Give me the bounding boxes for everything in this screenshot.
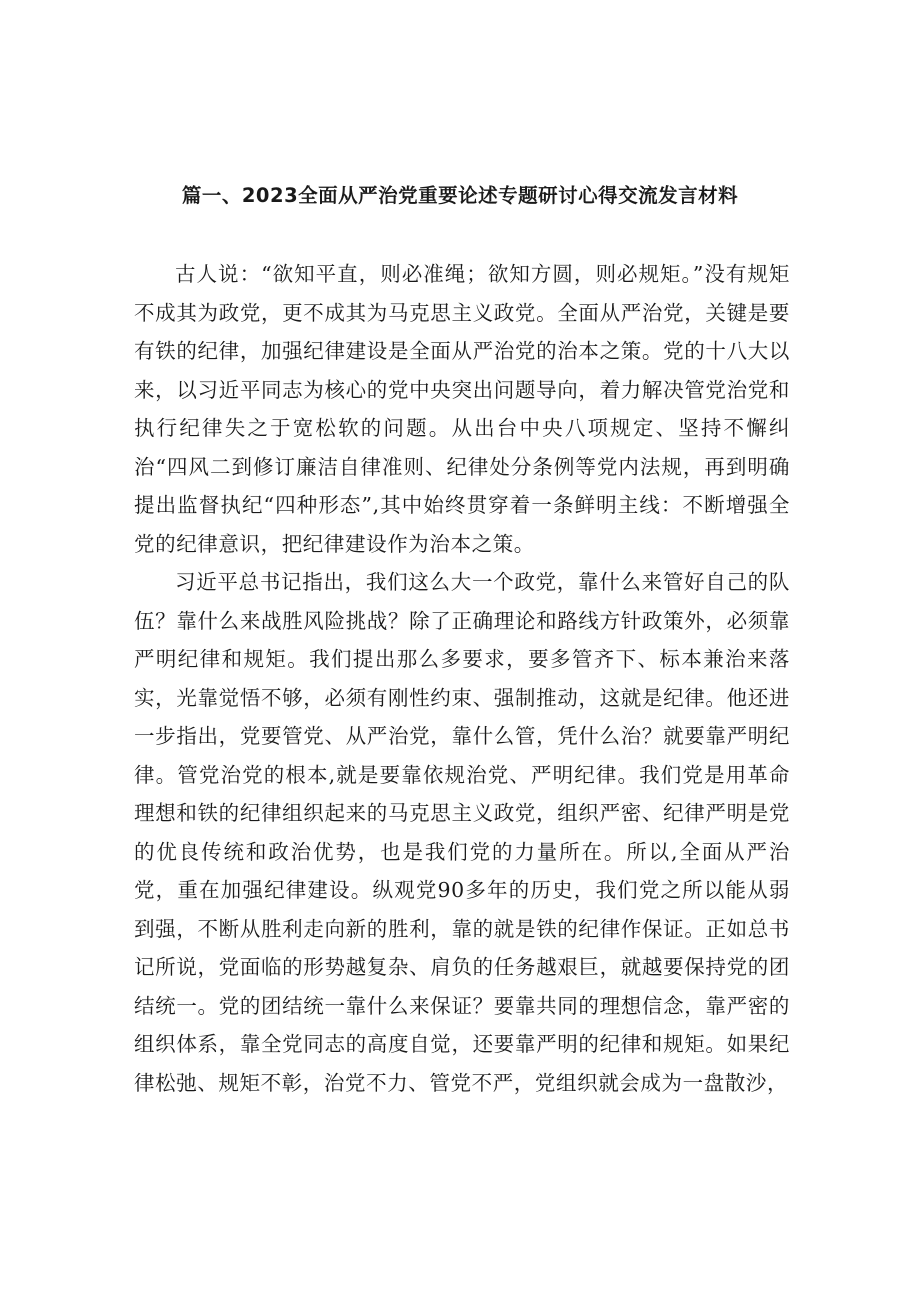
document-title: 篇一、2023全面从严治党重要论述专题研讨心得交流发言材料	[181, 184, 739, 207]
paragraph-2: 习近平总书记指出，我们这么大一个政党，靠什么来管好自己的队伍？靠什么来战胜风险挑战？除了正确理论和路线方针政策外，必须靠严明纪律和规矩。我们提出那么多要求，要多管齐下、标本兼治来落实，光靠觉悟不够，必须有刚性约束、强制推动，这就是纪律。他还进一步指出，党要管党、从严治党，靠什么管，凭什么治？就要靠严明纪律。管党治党的根本,就是要靠依规治党、严明纪律。我们党是用革命理想和铁的纪律组织起来的马克思主义政党，组织严密、纪律严明是党的优良传统和政治优势，也是我们党的力量所在。所以,全面从严治党，重在加强纪律建设。纵观党90多年的历史，我们党之所以能从弱到强，不断从胜利走向新的胜利，靠的就是铁的纪律作保证。正如总书记所说，党面临的形势越复杂、肩负的任务越艰巨，就越要保持党的团结统一。党的团结统一靠什么来保证？要靠共同的理想信念，靠严密的组织体系，靠全党同志的高度自觉，还要靠严明的纪律和规矩。如果纪律松弛、规矩不彰，治党不力、管党不严，党组织就会成为一盘散沙，	[134, 570, 790, 1095]
document-body	[134, 255, 790, 1102]
paragraph-1: 古人说：“欲知平直，则必准绳；欲知方圆，则必规矩。”没有规矩不成其为政党，更不成其为马克思主义政党。全面从严治党，关键是要有铁的纪律，加强纪律建设是全面从严治党的治本之策。党的十八大以来，以习近平同志为核心的党中央突出问题导向，着力解决管党治党和执行纪律失之于宽松软的问题。从出台中央八项规定、坚持不懈纠治“四风二到修订廉洁自律准则、纪律处分条例等党内法规，再到明确提出监督执纪“四种形态”,其中始终贯穿着一条鲜明主线：不断增强全党的纪律意识，把纪律建设作为治本之策。	[134, 262, 790, 556]
